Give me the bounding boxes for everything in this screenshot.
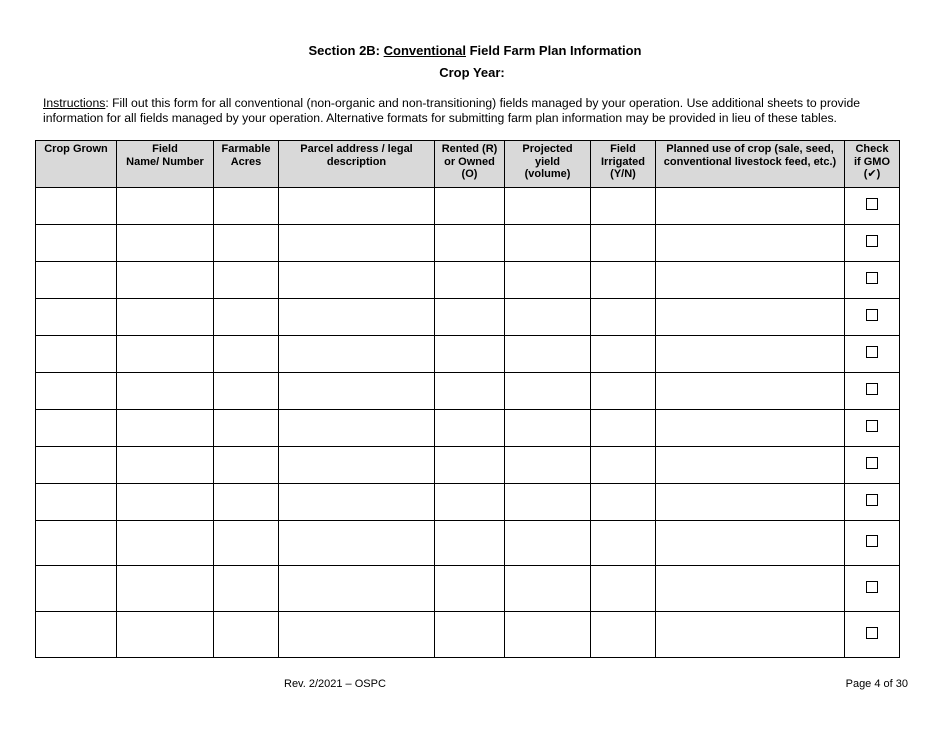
table-row: [36, 262, 900, 299]
gmo-cell: [845, 336, 900, 373]
column-header-planned-use: [656, 141, 845, 188]
cell-parcel[interactable]: [279, 262, 435, 299]
cell-projected-yield[interactable]: [505, 188, 591, 225]
cell-rented-owned[interactable]: [435, 299, 505, 336]
cell-projected-yield[interactable]: [505, 262, 591, 299]
column-header-line: (Y/N): [610, 168, 636, 180]
cell-projected-yield[interactable]: [505, 225, 591, 262]
cell-field-name[interactable]: [117, 299, 214, 336]
cell-field-name[interactable]: [117, 188, 214, 225]
column-header-parcel: [279, 141, 435, 188]
table-row: [36, 225, 900, 262]
cell-field-name[interactable]: [117, 225, 214, 262]
cell-planned-use[interactable]: [656, 336, 845, 373]
cell-crop-grown[interactable]: [36, 447, 117, 484]
column-header-line: conventional livestock feed, etc.): [663, 155, 837, 168]
table-body: [36, 188, 900, 658]
cell-crop-grown[interactable]: [36, 566, 117, 612]
column-header-rented-owned: [435, 141, 505, 188]
column-header-line: if GMO: [853, 155, 891, 168]
cell-parcel[interactable]: [279, 410, 435, 447]
cell-field-name[interactable]: [117, 336, 214, 373]
cell-planned-use[interactable]: [656, 373, 845, 410]
table-row: [36, 373, 900, 410]
cell-irrigated[interactable]: [591, 225, 656, 262]
table-row: [36, 447, 900, 484]
gmo-cell: [845, 299, 900, 336]
section-title: [0, 43, 950, 58]
column-header-line: Field: [152, 143, 178, 155]
cell-crop-grown[interactable]: [36, 336, 117, 373]
cell-crop-grown[interactable]: [36, 262, 117, 299]
table-row: [36, 410, 900, 447]
cell-farmable-acres[interactable]: [214, 447, 279, 484]
cell-crop-grown[interactable]: [36, 612, 117, 658]
cell-planned-use[interactable]: [656, 262, 845, 299]
column-header-line: (O): [461, 168, 478, 180]
column-header-line: Acres: [230, 155, 262, 168]
cell-farmable-acres[interactable]: [214, 410, 279, 447]
gmo-cell: [845, 566, 900, 612]
column-header-farmable-acres: [214, 141, 279, 188]
column-header-line: Projected: [522, 143, 573, 155]
column-header-line: description: [326, 155, 387, 168]
cell-farmable-acres[interactable]: [214, 225, 279, 262]
column-header-crop-grown: [36, 141, 117, 188]
table-row: [36, 336, 900, 373]
gmo-checkbox[interactable]: [866, 457, 878, 469]
gmo-checkbox[interactable]: [866, 494, 878, 506]
column-header-line: Farmable: [221, 143, 271, 155]
cell-projected-yield[interactable]: [505, 521, 591, 566]
cell-irrigated[interactable]: [591, 373, 656, 410]
cell-irrigated[interactable]: [591, 521, 656, 566]
cell-rented-owned[interactable]: [435, 566, 505, 612]
column-header-line: yield: [534, 155, 561, 168]
cell-projected-yield[interactable]: [505, 299, 591, 336]
table-row: [36, 521, 900, 566]
cell-farmable-acres[interactable]: [214, 612, 279, 658]
cell-projected-yield[interactable]: [505, 336, 591, 373]
cell-irrigated[interactable]: [591, 484, 656, 521]
gmo-checkbox[interactable]: [866, 420, 878, 432]
cell-farmable-acres[interactable]: [214, 299, 279, 336]
section-title-emphasis: Conventional: [383, 43, 466, 58]
cell-irrigated[interactable]: [591, 566, 656, 612]
column-header-line: Name/ Number: [126, 155, 204, 168]
cell-rented-owned[interactable]: [435, 612, 505, 658]
cell-planned-use[interactable]: [656, 566, 845, 612]
column-header-line: (✔): [863, 168, 881, 180]
cell-rented-owned[interactable]: [435, 262, 505, 299]
gmo-cell: [845, 262, 900, 299]
cell-rented-owned[interactable]: [435, 484, 505, 521]
cell-field-name[interactable]: [117, 262, 214, 299]
instructions-label: Instructions: [43, 96, 106, 110]
cell-irrigated[interactable]: [591, 410, 656, 447]
column-header-line: or Owned: [444, 155, 495, 168]
cell-projected-yield[interactable]: [505, 447, 591, 484]
table-row: [36, 566, 900, 612]
column-header-gmo: [845, 141, 900, 188]
cell-crop-grown[interactable]: [36, 373, 117, 410]
cell-field-name[interactable]: [117, 447, 214, 484]
cell-field-name[interactable]: [117, 373, 214, 410]
cell-planned-use[interactable]: [656, 612, 845, 658]
cell-farmable-acres[interactable]: [214, 373, 279, 410]
section-title-suffix: Field Farm Plan Information: [465, 43, 642, 58]
crop-year: [0, 65, 950, 80]
gmo-cell: [845, 225, 900, 262]
gmo-checkbox[interactable]: [866, 383, 878, 395]
cell-planned-use[interactable]: [656, 447, 845, 484]
gmo-cell: [845, 188, 900, 225]
cell-rented-owned[interactable]: [435, 188, 505, 225]
cell-planned-use[interactable]: [656, 299, 845, 336]
gmo-checkbox[interactable]: [866, 235, 878, 247]
cell-rented-owned[interactable]: [435, 447, 505, 484]
cell-parcel[interactable]: [279, 225, 435, 262]
cell-irrigated[interactable]: [591, 188, 656, 225]
table-row: [36, 299, 900, 336]
cell-irrigated[interactable]: [591, 262, 656, 299]
gmo-checkbox[interactable]: [866, 535, 878, 547]
cell-field-name[interactable]: [117, 484, 214, 521]
instructions-text: : Fill out this form for all conventional (non-organic and non-transitioning) fields managed by your operation. Use additional sheets to provide information for all fields managed by your operation. Alternative formats for submitting farm plan information may be provided in lieu of these tables.: [43, 96, 861, 125]
cell-parcel[interactable]: [279, 299, 435, 336]
cell-farmable-acres[interactable]: [214, 521, 279, 566]
gmo-checkbox[interactable]: [866, 581, 878, 593]
cell-crop-grown[interactable]: [36, 484, 117, 521]
column-header-irrigated: [591, 141, 656, 188]
gmo-cell: [845, 447, 900, 484]
page-number: Page 4 of 30: [845, 678, 908, 690]
crop-year-label: Crop Year:: [439, 65, 505, 80]
gmo-cell: [845, 484, 900, 521]
cell-irrigated[interactable]: [591, 447, 656, 484]
cell-projected-yield[interactable]: [505, 612, 591, 658]
cell-rented-owned[interactable]: [435, 373, 505, 410]
cell-farmable-acres[interactable]: [214, 188, 279, 225]
gmo-cell: [845, 521, 900, 566]
cell-crop-grown[interactable]: [36, 521, 117, 566]
cell-field-name[interactable]: [117, 410, 214, 447]
column-header-field-name: [117, 141, 214, 188]
cell-crop-grown[interactable]: [36, 299, 117, 336]
cell-planned-use[interactable]: [656, 225, 845, 262]
table-row: [36, 612, 900, 658]
cell-parcel[interactable]: [279, 188, 435, 225]
cell-farmable-acres[interactable]: [214, 336, 279, 373]
cell-planned-use[interactable]: [656, 410, 845, 447]
cell-parcel[interactable]: [279, 373, 435, 410]
table-row: [36, 484, 900, 521]
cell-parcel[interactable]: [279, 521, 435, 566]
cell-crop-grown[interactable]: [36, 225, 117, 262]
cell-crop-grown[interactable]: [36, 410, 117, 447]
column-header-line: Rented (R): [441, 143, 498, 155]
cell-irrigated[interactable]: [591, 612, 656, 658]
cell-projected-yield[interactable]: [505, 410, 591, 447]
column-header-line: Planned use of crop (sale, seed,: [666, 143, 834, 155]
cell-crop-grown[interactable]: [36, 188, 117, 225]
cell-field-name[interactable]: [117, 521, 214, 566]
gmo-cell: [845, 410, 900, 447]
table-row: [36, 188, 900, 225]
column-header-line: Field: [610, 143, 636, 155]
column-header-line: Irrigated: [600, 155, 645, 168]
cell-projected-yield[interactable]: [505, 373, 591, 410]
gmo-checkbox[interactable]: [866, 198, 878, 210]
cell-parcel[interactable]: [279, 566, 435, 612]
cell-rented-owned[interactable]: [435, 336, 505, 373]
section-title-prefix: Section 2B:: [308, 43, 384, 58]
gmo-checkbox[interactable]: [866, 346, 878, 358]
gmo-checkbox[interactable]: [866, 309, 878, 321]
cell-rented-owned[interactable]: [435, 410, 505, 447]
cell-parcel[interactable]: [279, 336, 435, 373]
cell-field-name[interactable]: [117, 612, 214, 658]
farm-plan-table: [35, 140, 900, 658]
cell-field-name[interactable]: [117, 566, 214, 612]
gmo-cell: [845, 612, 900, 658]
gmo-checkbox[interactable]: [866, 627, 878, 639]
column-header-line: Parcel address / legal: [300, 143, 413, 155]
cell-projected-yield[interactable]: [505, 566, 591, 612]
revision-note: Rev. 2/2021 – OSPC: [284, 678, 386, 690]
column-header-line: Check: [855, 143, 889, 155]
gmo-checkbox[interactable]: [866, 272, 878, 284]
cell-planned-use[interactable]: [656, 521, 845, 566]
table-header-row: [36, 141, 900, 188]
cell-farmable-acres[interactable]: [214, 262, 279, 299]
cell-parcel[interactable]: [279, 447, 435, 484]
cell-irrigated[interactable]: [591, 299, 656, 336]
instructions: [43, 96, 913, 126]
cell-projected-yield[interactable]: [505, 484, 591, 521]
cell-parcel[interactable]: [279, 612, 435, 658]
cell-planned-use[interactable]: [656, 188, 845, 225]
cell-parcel[interactable]: [279, 484, 435, 521]
column-header-line: Crop Grown: [44, 143, 108, 155]
cell-rented-owned[interactable]: [435, 225, 505, 262]
cell-rented-owned[interactable]: [435, 521, 505, 566]
column-header-projected-yield: [505, 141, 591, 188]
cell-farmable-acres[interactable]: [214, 566, 279, 612]
cell-planned-use[interactable]: [656, 484, 845, 521]
cell-farmable-acres[interactable]: [214, 484, 279, 521]
column-header-line: (volume): [524, 168, 571, 180]
cell-irrigated[interactable]: [591, 336, 656, 373]
gmo-cell: [845, 373, 900, 410]
